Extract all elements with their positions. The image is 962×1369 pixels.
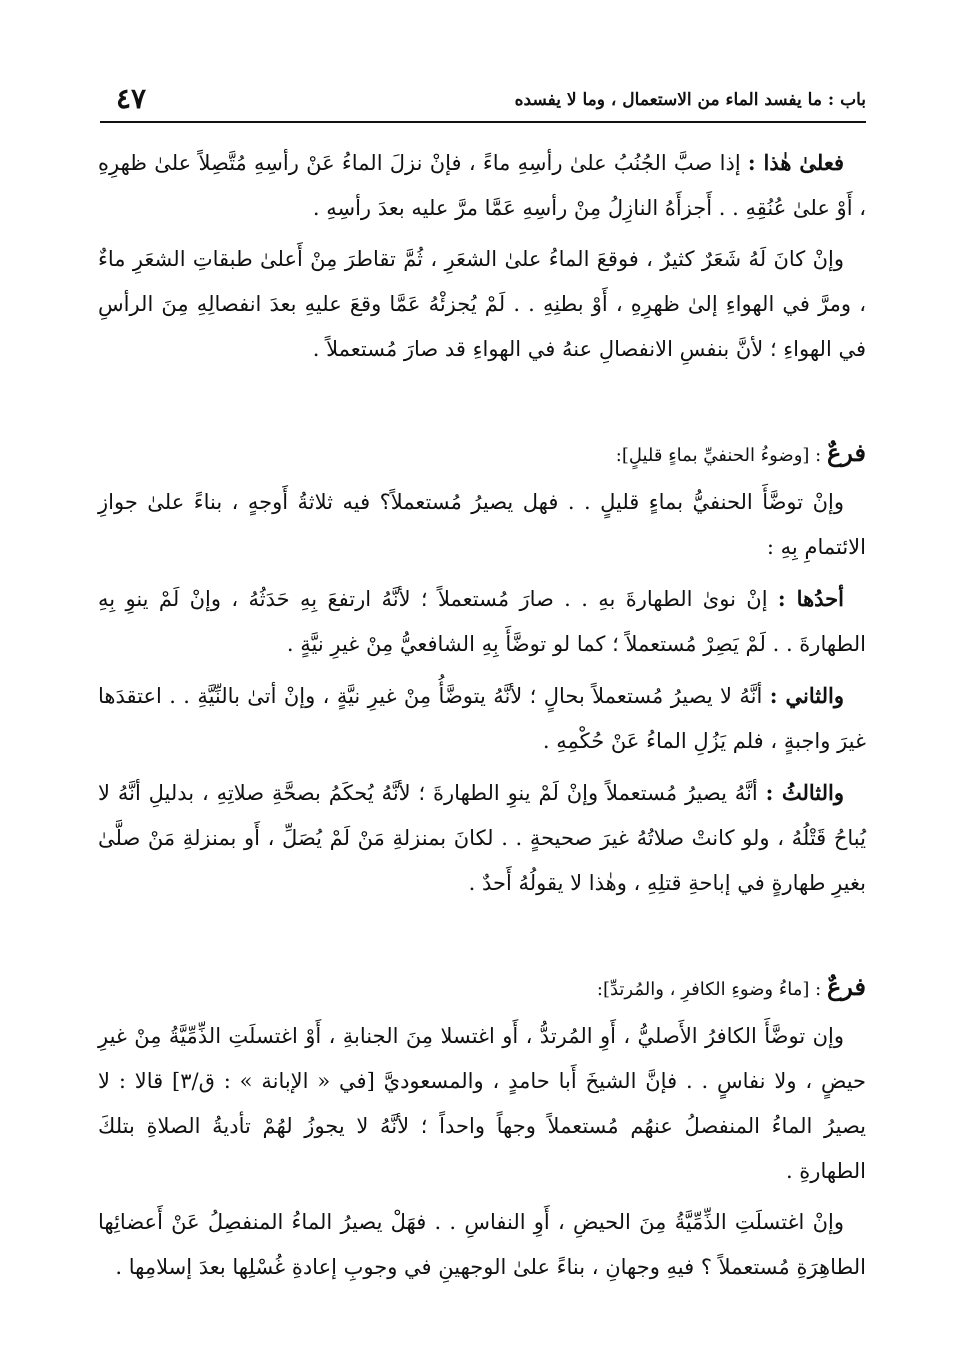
paragraph-lead: والثاني : — [769, 683, 844, 708]
paragraph-text: أنَّهُ لا يصيرُ مُستعملاً بحالٍ ؛ لأنَّهُ يتوضَّأُ مِنْ غيرِ نيَّةٍ ، وإنْ أتىٰ بالنِّيَّةِ . . اعتقدَها غيرَ واجبةٍ ، فلم يَزُلِ الماءُ عَنْ حُكْمِهِ . — [98, 684, 866, 753]
branch-title: : [وضوءُ الحنفيِّ بماءٍ قليلٍ]: — [615, 445, 827, 466]
paragraph-lead: والثالثُ : — [765, 780, 844, 805]
paragraph — [98, 1200, 866, 1290]
paragraph-lead: أحدُها : — [777, 586, 844, 611]
branch-heading — [98, 430, 866, 478]
branch-label: فرعٌ — [826, 438, 866, 467]
branch-heading — [98, 964, 866, 1012]
header-rule — [100, 121, 866, 123]
paragraph-text: وإن توضَّأَ الكافرُ الأَصليُّ ، أَوِ المُرتدُّ ، أَو اغتسلا مِنَ الجنابةِ ، أَوْ اغتسلَتِ الذِّمِّيَّةُ مِنْ غيرِ حيضٍ ، ولا نفاسٍ . . فإنَّ الشيخَ أَبا حامدٍ ، والمسعوديَّ [في « الإبانة » : ق/٣] قالا : لا يصيرُ الماءُ المنفصلُ عنهُم مُستعملاً وجهاً واحداً ؛ لأنَّهُ لا يجوزُ لهُمْ تأديةُ الصلاةِ بتلكَ الطهارةِ . — [98, 1024, 867, 1183]
running-head — [100, 78, 866, 118]
paragraph — [98, 576, 866, 667]
paragraph-lead: فعلىٰ هٰذا : — [747, 150, 844, 175]
paragraph-text: إنْ نوىٰ الطهارةَ بهِ . . صارَ مُستعملاً ؛ لأنَّهُ ارتفعَ بِهِ حَدَثُهُ ، وإنْ لَمْ ينوِ بِهِ الطهارةَ . . لَمْ يَصِرْ مُستعملاً ؛ كما لو توضَّأَ بِهِ الشافعيُّ مِنْ غيرِ نيَّةٍ . — [98, 587, 866, 656]
paragraph — [98, 770, 866, 906]
paragraph-text: وإنْ كانَ لَهُ شَعَرٌ كثيرٌ ، فوقعَ الماءُ علىٰ الشعَرِ ، ثُمَّ تقاطرَ مِنْ أَعلىٰ طبقاتِ الشعَرِ ماءٌ ، ومرَّ في الهواءِ إلىٰ ظهرِهِ ، أَوْ بطنِهِ . . لَمْ يُجزئْهُ عَمَّا وقعَ عليهِ بعدَ انفصالِهِ مِنَ الرأسِ في الهواءِ ؛ لأنَّ بنفسِ الانفصالِ عنهُ في الهواءِ قد صارَ مُستعملاً . — [98, 247, 866, 361]
paragraph-text: وإنْ توضَّأَ الحنفيُّ بماءٍ قليلٍ . . فهل يصيرُ مُستعملاً؟ فيه ثلاثةُ أَوجهٍ ، بناءً علىٰ جوازِ الائتمامِ بِهِ : — [98, 490, 866, 559]
paragraph-text: وإنْ اغتسلَتِ الذِّمِّيَّةُ مِنَ الحيضِ ، أَوِ النفاسِ . . فهَلْ يصيرُ الماءُ المنفصِلُ عَنْ أَعضائِها الطاهِرَةِ مُستعملاً ؟ فيهِ وجهانِ ، بناءً علىٰ الوجهينِ في وجوبِ إعادةِ غُسْلِها بعدَ إسلامِها . — [98, 1210, 866, 1279]
chapter-title: باب : ما يفسد الماء من الاستعمال ، وما لا يفسده — [514, 90, 866, 110]
page-number: ٤٧ — [116, 82, 147, 115]
branch-title: : [ماءُ وضوءِ الكافرِ ، والمُرتدِّ]: — [596, 979, 827, 1000]
paragraph — [98, 237, 866, 372]
paragraph — [98, 1014, 866, 1194]
paragraph-text: إذا صبَّ الجُنُبُ علىٰ رأسِهِ ماءً ، فإنْ نزلَ الماءُ عَنْ رأسِهِ مُتَّصِلاً علىٰ ظهرِهِ ، أَوْ علىٰ عُنُقِهِ . . أَجزأَهُ النازِلُ مِنْ رأسِهِ عَمَّا مرَّ عليه بعدَ رأسِهِ . — [98, 151, 866, 220]
branch-label: فرعٌ — [826, 972, 866, 1001]
paragraph — [98, 673, 866, 764]
paragraph-text: أنَّهُ يصيرُ مُستعملاً وإنْ لَمْ ينوِ الطهارةَ ؛ لأنَّهُ يُحكَمُ بصحَّةِ صلاتِهِ ، بدليلِ أنَّهُ لا يُباحُ قَتْلُهُ ، ولو كانتْ صلاتُهُ غيرَ صحيحةٍ . . لكانَ بمنزلةِ مَنْ لَمْ يُصَلِّ ، أَو بمنزلةِ مَنْ صلَّىٰ بغيرِ طهارةٍ في إباحةِ قتلِهِ ، وهٰذا لا يقولُهُ أَحدٌ . — [98, 781, 866, 895]
paragraph — [98, 480, 866, 570]
body-text — [98, 140, 866, 1296]
paragraph — [98, 140, 866, 231]
